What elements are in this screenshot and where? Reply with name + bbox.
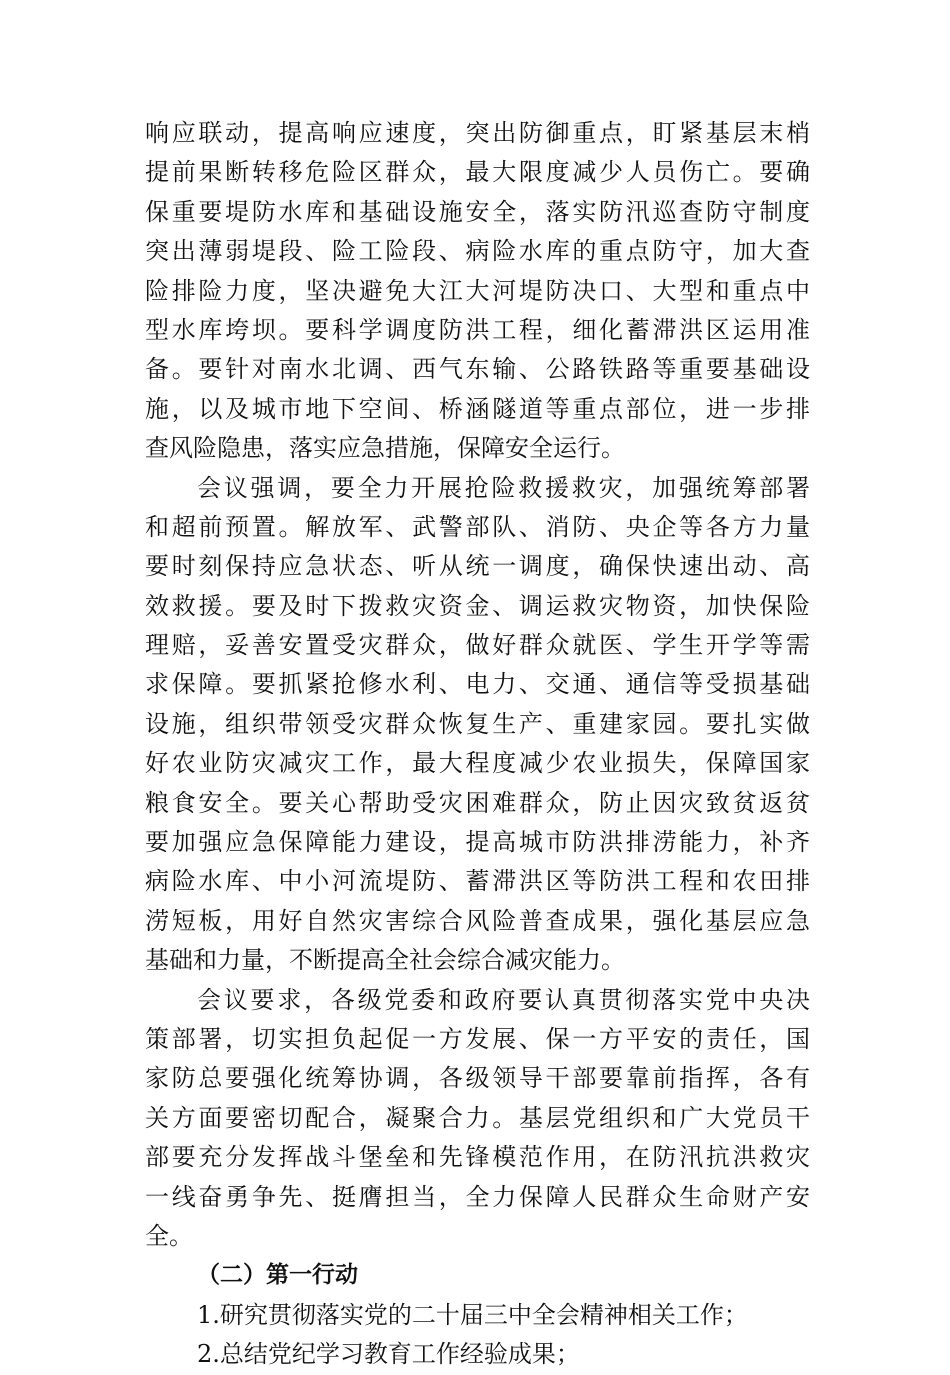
text-line: 部要充分发挥战斗堡垒和先锋模范作用，在防汛抗洪救灾 [145,1143,810,1172]
text-line: 设施，组织带领受灾群众恢复生产、重建家园。要扎实做 [145,709,810,738]
text-line: 备。要针对南水北调、西气东输、公路铁路等重要基础设 [145,355,810,384]
text-line: 保重要堤防水库和基础设施安全，落实防汛巡查防守制度 [145,197,810,226]
text-line: 要加强应急保障能力建设，提高城市防洪排涝能力，补齐 [145,828,810,857]
text-line: 突出薄弱堤段、险工险段、病险水库的重点防守，加大查 [145,237,810,266]
text-line: 家防总要强化统筹协调，各级领导干部要靠前指挥，各有 [145,1064,810,1093]
text-line: 险排险力度，坚决避免大江大河堤防决口、大型和重点中 [145,276,810,305]
text-line: 基础和力量，不断提高全社会综合减灾能力。 [145,946,625,975]
text-line: 关方面要密切配合，凝聚合力。基层党组织和广大党员干 [145,1103,810,1132]
paragraph-2 [145,469,810,981]
list-item: 1.研究贯彻落实党的二十届三中全会精神相关工作； [197,1300,748,1329]
text-line: 效救援。要及时下拨救灾资金、调运救灾物资，加快保险 [145,591,810,620]
text-line: 响应联动，提高响应速度，突出防御重点，盯紧基层末梢 [145,119,810,147]
text-line: 病险水库、中小河流堤防、蓄滞洪区等防洪工程和农田排 [145,867,810,896]
text-line: 一线奋勇争先、挺膺担当，全力保障人民群众生命财产安 [145,1182,810,1211]
text-line: 和超前预置。解放军、武警部队、消防、央企等各方力量 [145,512,810,541]
text-line: 全。 [145,1221,193,1250]
text-line: 查风险隐患，落实应急措施，保障安全运行。 [145,434,625,463]
text-line: 理赔，妥善安置受灾群众，做好群众就医、学生开学等需 [145,631,810,660]
item-list [145,1296,810,1375]
text-line: 好农业防灾减灾工作，最大程度减少农业损失，保障国家 [145,749,810,778]
text-line: 策部署，切实担负起促一方发展、保一方平安的责任，国 [145,1024,810,1053]
text-line: 求保障。要抓紧抢修水利、电力、交通、通信等受损基础 [145,670,810,699]
text-line: 要时刻保持应急状态、听从统一调度，确保快速出动、高 [145,552,810,581]
document-body [145,114,810,1375]
text-line: 提前果断转移危险区群众，最大限度减少人员伤亡。要确 [145,158,810,187]
text-line: 施，以及城市地下空间、桥涵隧道等重点部位，进一步排 [145,394,810,423]
text-line: 会议强调，要全力开展抢险救援救灾，加强统筹部署 [197,473,810,502]
text-line: 型水库垮坝。要科学调度防洪工程，细化蓄滞洪区运用准 [145,315,810,344]
list-item: 2.总结党纪学习教育工作经验成果； [197,1340,580,1369]
text-line: 会议要求，各级党委和政府要认真贯彻落实党中央决 [197,985,810,1014]
text-line: 涝短板，用好自然灾害综合风险普查成果，强化基层应急 [145,906,810,935]
paragraph-3 [145,981,810,1257]
paragraph-1 [145,114,810,469]
section-heading: （二）第一行动 [197,1262,358,1289]
text-line: 粮食安全。要关心帮助受灾困难群众，防止因灾致贫返贫 [145,788,810,817]
